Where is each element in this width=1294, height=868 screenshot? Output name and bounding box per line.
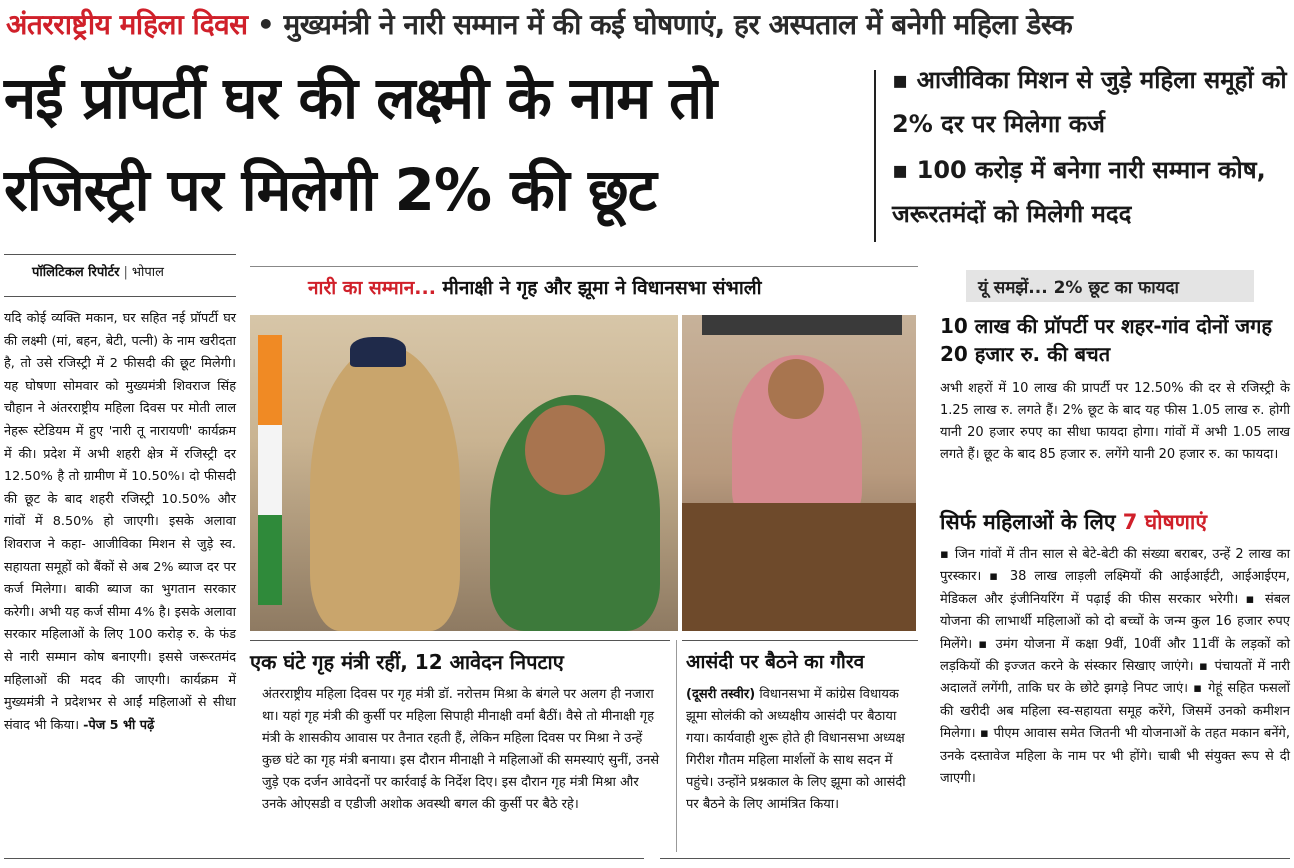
announcements-heading-red: 7 घोषणाएं: [1122, 510, 1207, 534]
byline-rule-bottom: [4, 296, 236, 297]
bottom-rule-right: [660, 858, 1290, 859]
side-points: [892, 58, 1290, 238]
main-story-text: यदि कोई व्यक्ति मकान, घर सहित नई प्रॉपर्टी घर की लक्ष्मी (मां, बहन, बेटी, पत्नी) के नाम खरीदता है, तो उसे रजिस्ट्री में 2 फीसदी की छूट मिलेगी। यह घोषणा सोमवार को मुख्यमंत्री शिवराज सिंह चौहान ने अंतरराष्ट्रीय महिला दिवस पर मोती लाल नेहरू स्टेडियम में हुए 'नारी तू नारायणी' कार्यक्रम में की। प्रदेश में अभी शहरी क्षेत्र में रजिस्ट्री दर 12.50% है तो ग्रामीण में 10.50%। दो फीसदी की छूट के बाद शहरी रजिस्ट्री 10.50% और गांवों में 8.50% हो जाएगी। इसके अलावा शिवराज ने कहा- आजीविका मिशन से जुड़े स्व. सहायता समूहों को बैंकों से अब 2% ब्याज दर पर कर्ज मिलेगा। बाकी ब्याज का भुगतान सरकार करेगी। अभी यह कर्ज सीमा 4% है। इसके अलावा सरकार महिलाओं के लिए 100 करोड़ रु. के फंड से नारी सम्मान कोष बनाएगी। इससे जरूरतमंद महिलाओं की मदद की जाएगी। कार्यक्रम में मुख्यमंत्री ने प्रदेशभर से आईं महिलाओं से सीधा संवाद भी किया।: [4, 311, 236, 733]
main-story-body: [4, 308, 236, 737]
side-point-2: ▪ 100 करोड़ में बनेगा नारी सम्मान कोष, जरूरतमंदों को मिलेगी मदद: [892, 156, 1266, 228]
speaker-desk: [682, 503, 916, 631]
flag-green: [258, 515, 282, 605]
kicker-label: अंतरराष्ट्रीय महिला दिवस: [6, 8, 248, 41]
police-cap: [350, 337, 406, 367]
photo-title-red: नारी का सम्मान...: [308, 277, 436, 299]
main-headline: [4, 52, 866, 236]
minister-face: [525, 405, 605, 495]
bottom-rule-left: [4, 858, 644, 859]
story-divider: [676, 640, 677, 852]
continued-link[interactable]: -पेज 5 भी पढ़ें: [83, 717, 155, 733]
explainer-body: अभी शहरों में 10 लाख की प्रापर्टी पर 12.50% की दर से रजिस्ट्री के 1.25 लाख रु. लगते हैं। 2% छूट के बाद यह फीस 1.05 लाख रु. होगी यानी 20 हजार रुपए का सीधा फायदा होगा। गांवों में अभी 1.05 लाख लगते हैं। छूट के बाद 85 हजार रु. लगेंगे यानी 20 हजार रु. का फायदा।: [940, 381, 1290, 462]
byline-separator: |: [123, 265, 128, 280]
kicker-line: [6, 4, 1292, 46]
photo-feature-title: [308, 274, 762, 300]
announcements-list: ▪ जिन गांवों में तीन साल से बेटे-बेटी की संख्या बराबर, उन्हें 2 लाख का पुरस्कार। ▪ 38 लाख लाड़ली लक्ष्मियों की आईआईटी, आईआईएम, मेडिकल और इंजीनियरिंग में पढ़ाई की फीस सरकार भरेगी। ▪ संबल योजना की लाभार्थी महिलाओं को दो बच्चों के जन्म कुल 16 हजार रुपए मिलेंगे। ▪ उमंग योजना में कक्षा 9वीं, 10वीं और 11वीं के लड़कों को लड़कियों की इज्जत करने के संस्कार सिखाए जाएंगे। ▪ पंचायतों में नारी अदालतें लगेंगी, ताकि घर के छोटे झगड़े निपट जाएं। ▪ गेहूं सहित फसलों की खरीदी अब महिला स्व-सहायता समूह करेंगे, जिसमें उनको कमीशन मिलेगा। ▪ पीएम आवास समेत जितनी भी योजनाओं के तहत मकान बनेंगे, उनके दस्तावेज महिला के नाम पर भी होंगे। चाबी भी संयुक्त रूप से दी जाएगी।: [940, 547, 1290, 787]
story2-body: [686, 684, 918, 816]
story2-rule: [682, 640, 918, 641]
headline-divider: [874, 70, 876, 242]
byline-rule: [4, 254, 236, 255]
byline-reporter: पॉलिटिकल रिपोर्टर: [32, 265, 120, 280]
story2-lead: (दूसरी तस्वीर): [686, 687, 756, 702]
byline: [32, 262, 164, 280]
side-point-1: ▪ आजीविका मिशन से जुड़े महिला समूहों को 2% दर पर मिलेगा कर्ज: [892, 66, 1287, 138]
kicker-bullet: •: [256, 8, 275, 41]
explainer-heading: 10 लाख की प्रॉपर्टी पर शहर-गांव दोनों जगह 20 हजार रु. की बचत: [940, 314, 1272, 366]
kicker-text: मुख्यमंत्री ने नारी सम्मान में की कई घोषणाएं, हर अस्पताल में बनेगी महिला डेस्क: [283, 8, 1073, 41]
story1-rule: [250, 640, 670, 641]
headline-line-2: रजिस्ट्री पर मिलेगी 2% की छूट: [4, 156, 656, 224]
assembly-backdrop: [702, 315, 902, 335]
story2-heading: आसंदी पर बैठने का गौरव: [686, 651, 865, 673]
photo-home-minister: [250, 315, 678, 631]
photo-assembly-chair: [682, 315, 916, 631]
byline-city: भोपाल: [131, 265, 164, 280]
flag-saffron: [258, 335, 282, 425]
story1-body: अंतरराष्ट्रीय महिला दिवस पर गृह मंत्री डॉ. नरोत्तम मिश्रा के बंगले पर अलग ही नजारा था। यहां गृह मंत्री की कुर्सी पर महिला सिपाही मीनाक्षी वर्मा बैठीं। वैसे तो मीनाक्षी गृह मंत्री के शासकीय आवास पर तैनात रहती हैं, लेकिन महिला दिवस पर मिश्रा ने उन्हें कुछ घंटे का गृह मंत्री बनाया। इस दौरान मीनाक्षी ने महिलाओं की समस्याएं सुनीं, उनसे जुड़े एक दर्जन आवेदनों पर कार्रवाई के निर्देश दिए। इस दौरान गृह मंत्री मिश्रा और उनके ओएसडी व एडीजी अशोक अवस्थी बगल की कुर्सी पर बैठे रहे।: [262, 687, 660, 812]
explainer-label: यूं समझें... 2% छूट का फायदा: [978, 278, 1179, 298]
announcements-heading: [940, 508, 1290, 536]
story2-text: विधानसभा में कांग्रेस विधायक झूमा सोलंकी को अध्यक्षीय आसंदी पर बैठाया गया। कार्यवाही शुरू होते ही विधानसभा अध्यक्ष गिरीश गौतम महिला मार्शलों के साथ सदन में पहुंचे। उन्होंने प्रश्नकाल के लिए झूमा को आसंदी पर बैठने के लिए आमंत्रित किया।: [686, 687, 906, 812]
speaker-face: [768, 359, 824, 419]
story1-heading: एक घंटे गृह मंत्री रहीं, 12 आवेदन निपटाए: [250, 650, 564, 674]
flag-white: [258, 425, 282, 515]
photo-title-rest: मीनाक्षी ने गृह और झूमा ने विधानसभा संभाली: [442, 277, 762, 299]
headline-line-1: नई प्रॉपर्टी घर की लक्ष्मी के नाम तो: [4, 64, 717, 132]
officer-figure: [310, 345, 460, 631]
announcements-heading-black: सिर्फ महिलाओं के लिए: [940, 510, 1116, 534]
